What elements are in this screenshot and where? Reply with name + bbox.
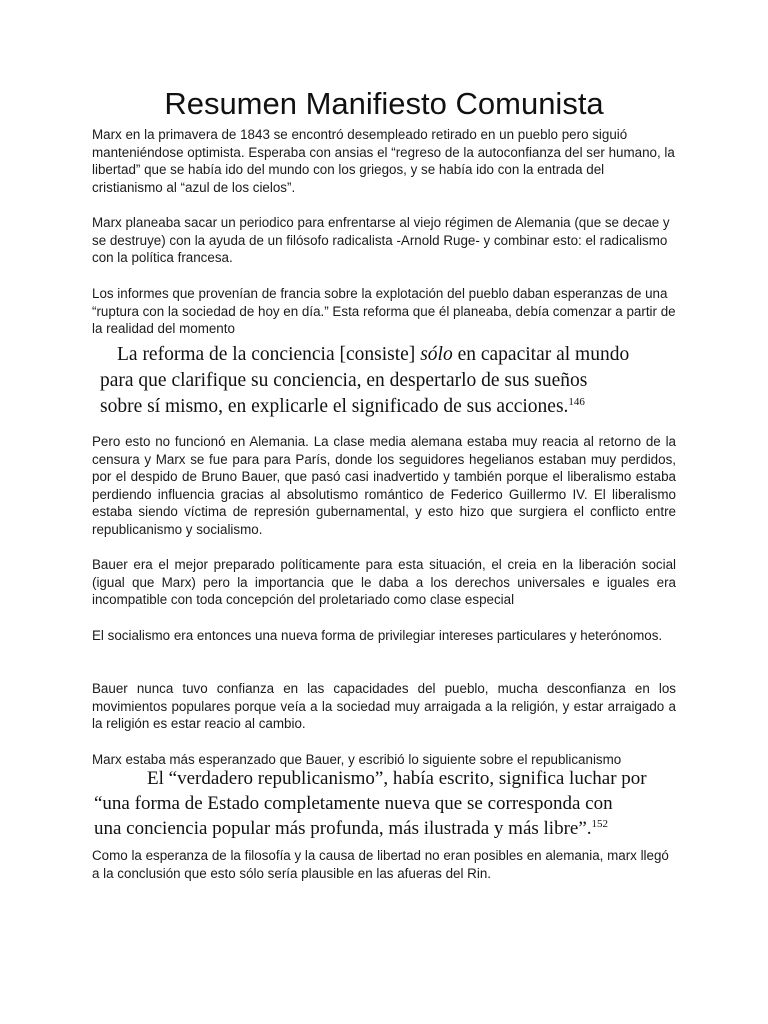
quote1-footnote: 146	[568, 396, 585, 408]
paragraph-3: Los informes que provenían de francia sobre la explotación del pueblo daban esperanzas de una “ruptura con la sociedad de hoy en día.” Esta reforma que él planeaba, debía comenzar a partir de la realidad del momento	[92, 286, 676, 336]
quote1-line-3: sobre sí mismo, en explicarle el significado de sus acciones.$^{146}$	[100, 396, 585, 417]
paragraph-1: Marx en la primavera de 1843 se encontró desempleado retirado en un pueblo pero siguió manteniéndose optimista. Esperaba con ansias el “regreso de la autoconfianza del ser humano, la libertad” que se había ido del mundo con los griegos, y se había ido con la entrada del cristianismo al “azul de los cielos”.	[92, 127, 675, 195]
quote1-line-1: La reforma de la conciencia [consiste] sólo en capacitar al mundo	[117, 344, 630, 365]
paragraph-8: Marx estaba más esperanzado que Bauer, y escribió lo siguiente sobre el republicanismo	[92, 752, 622, 767]
paragraph-9: Como la esperanza de la filosofía y la causa de libertad no eran posibles en alemania, marx llegó a la conclusión que esto sólo sería plausible en las afueras del Rin.	[92, 848, 669, 881]
quote2-footnote: 152	[591, 818, 609, 830]
quote-verdadero-republicanismo	[94, 766, 674, 841]
quote-reforma-conciencia	[100, 342, 672, 420]
paragraph-4: Pero esto no funcionó en Alemania. La clase media alemana estaba muy reacia al retorno de la censura y Marx se fue para para París, donde los seguidores hegelianos estaban muy perdidos, por el despido de Bruno Bauer, que pasó casi inadvertido y también porque el liberalismo estaba perdiendo influencia gracias al absolutismo romántico de Federico Guillermo IV. El liberalismo estaba siendo víctima de represión gubernamental, y esto hizo que surgiera el conflicto entre republicanismo y socialismo.	[92, 434, 676, 537]
quote2-line-2: “una forma de Estado completamente nueva que se corresponda con	[94, 793, 613, 814]
document-title: Resumen Manifiesto Comunista	[164, 86, 604, 121]
paragraph-6: El socialismo era entonces una nueva forma de privilegiar intereses particulares y heterónomos.	[92, 628, 663, 643]
paragraph-5: Bauer era el mejor preparado políticamente para esta situación, el creia en la liberación social (igual que Marx) pero la importancia que le daba a los derechos universales e iguales era incompatible con toda concepción del proletariado como clase especial	[92, 557, 676, 607]
quote1-emphasis: sólo	[420, 344, 453, 365]
quote2-line-1: El “verdadero republicanismo”, había escrito, significa luchar por	[147, 768, 647, 789]
quote2-line-3: una conciencia popular más profunda, más ilustrada y más libre”.$^{152}$	[94, 818, 609, 839]
paragraph-2: Marx planeaba sacar un periodico para enfrentarse al viejo régimen de Alemania (que se decae y se destruye) con la ayuda de un filósofo radicalista -Arnold Ruge- y combinar esto: el radicalismo con la política francesa.	[92, 215, 670, 265]
quote1-line-2: para que clarifique su conciencia, en despertarlo de sus sueños	[100, 370, 588, 391]
paragraph-7: Bauer nunca tuvo confianza en las capacidades del pueblo, mucha desconfianza en los movimientos populares porque veía a la sociedad muy arraigada a la religión, y estar arraigado a la religión es estar reacio al cambio.	[92, 681, 676, 731]
